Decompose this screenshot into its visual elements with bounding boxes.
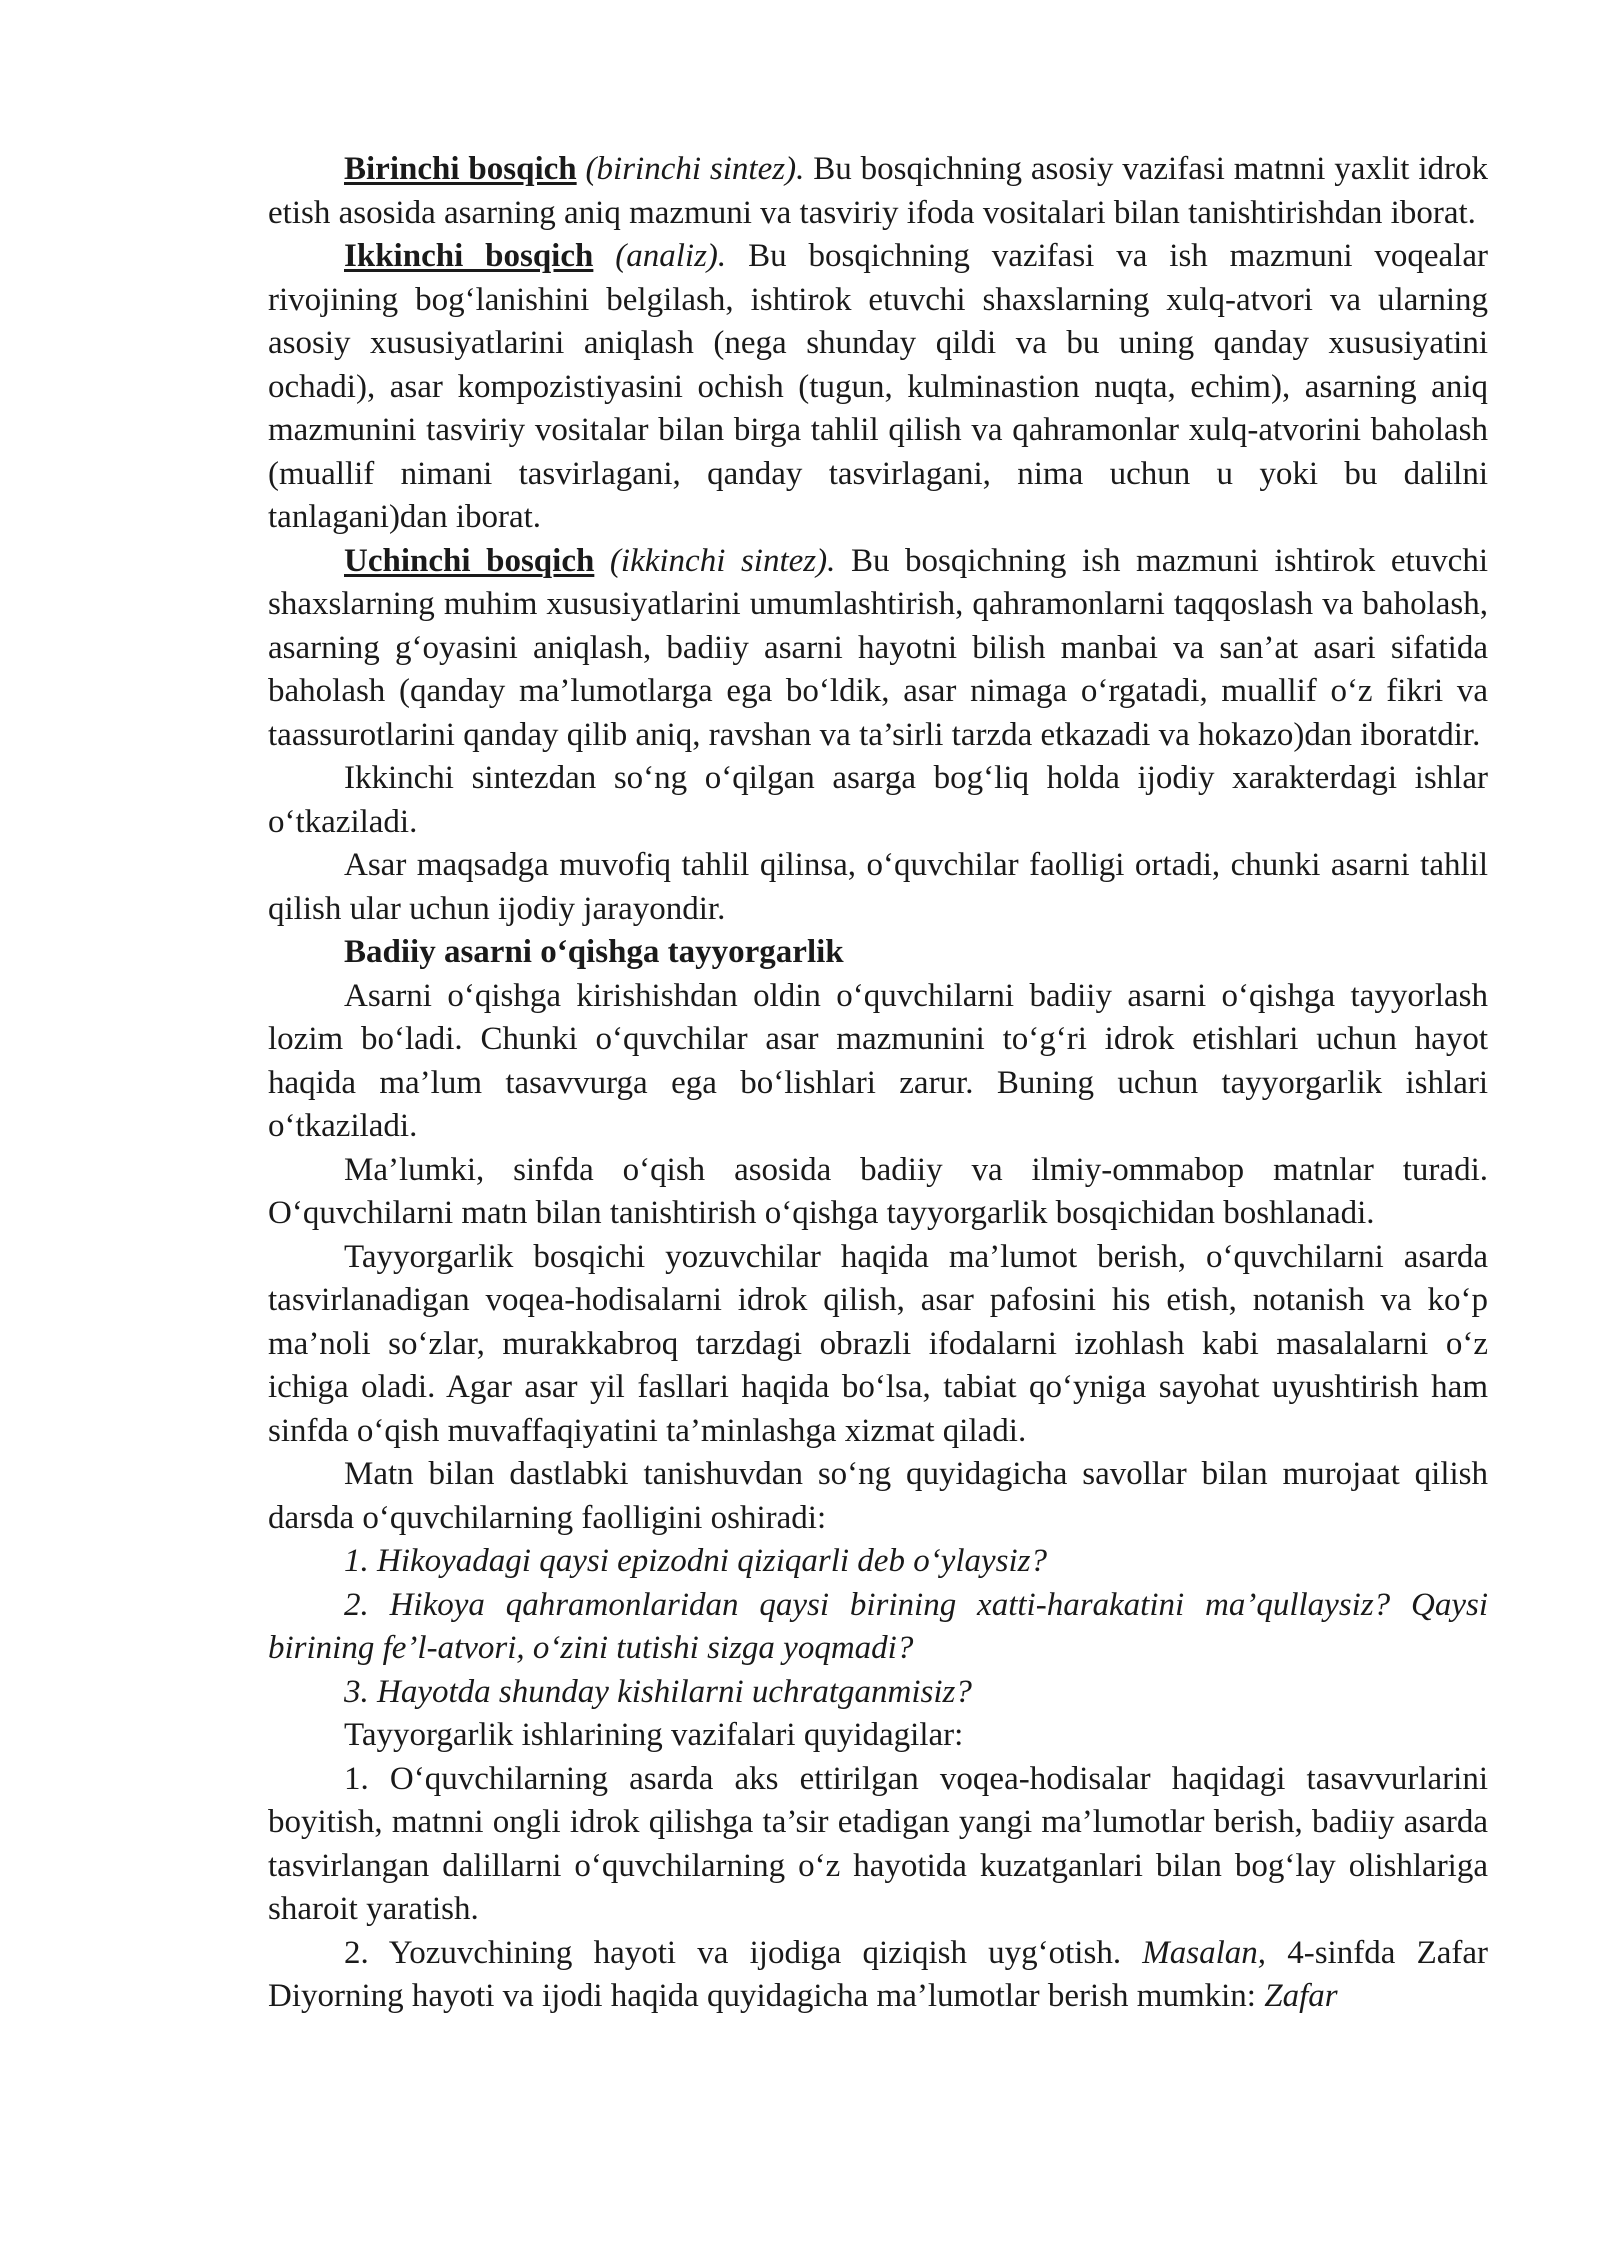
stage-1-text: Bu bosqichning asosiy vazifasi matnni yaxlit idrok etish asosida asarning aniq mazmuni va tasviriy ifoda vositalari bilan tanishtirishdan iborat.	[268, 151, 1489, 231]
stage-3-text: Bu bosqichning ish mazmuni ishtirok etuvchi shaxslarning muhim xususiyatlarini umumlashtirish, qahramonlarni taqqoslash va baholash, asarning g‘oyasini aniqlash, badiiy asarni hayotni bilish manbai va san’at asari sifatida baholash (qanday ma’lumotlarga ega bo‘ldik, asar nimaga o‘rgatadi, muallif o‘z fikri va taassurotlarini qanday qilib aniq, ravshan va ta’sirli tarzda etkazadi va hokazo)dan iboratdir.	[268, 542, 1488, 753]
question-2: 2. Hikoya qahramonlaridan qaysi birining xatti-harakatini ma’qullaysiz? Qaysi birining fe’l-atvori, o‘zini tutishi sizga yoqmadi?	[268, 1586, 1488, 1666]
question-1: 1. Hikoyadagi qaysi epizodni qiziqarli deb o‘ylaysiz?	[344, 1543, 1048, 1579]
document-page	[268, 148, 1488, 2019]
p12-italic-zafar: Zafar	[1264, 1978, 1338, 2014]
question-3: 3. Hayotda shunday kishilarni uchratganmisiz?	[344, 1673, 972, 1710]
paragraph-10: Tayyorgarlik ishlarining vazifalari quyidagilar:	[344, 1717, 964, 1753]
stage-1-heading: Birinchi bosqich	[344, 151, 577, 187]
stage-3-heading: Uchinchi bosqich	[344, 542, 595, 579]
paragraph-11: 1. O‘quvchilarning asarda aks ettirilgan voqea-hodisalar haqidagi tasavvurlarini boyitish, matnni ongli idrok qilishga ta’sir etadigan yangi ma’lumotlar berish, badiiy asarda tasvirlangan dalillarni o‘quvchilarning o‘z hayotida kuzatganlari bilan bog‘lay olishlariga sharoit yaratish.	[268, 1760, 1488, 1927]
stage-2-subtitle: (analiz).	[615, 238, 727, 274]
paragraph-stage-3	[268, 540, 1488, 758]
section-heading: Badiiy asarni o‘qishga tayyorgarlik	[344, 934, 844, 970]
paragraph-stage-1	[268, 148, 1488, 235]
stage-2-text: Bu bosqichning vazifasi va ish mazmuni voqealar rivojining bog‘lanishini belgilash, ishtirok etuvchi shaxslarning xulq-atvori va ularning asosiy xususiyatlarini aniqlash (nega shunday qildi va bu uning qanday xususiyatini ochadi), asar kompozistiyasini ochish (tugun, kulminastion nuqta, echim), asarning aniq mazmunini tasviriy vositalar bilan birga tahlil qilish va qahramonlar xulq-atvorini baholash (muallif nimani tasvirlagani, qanday tasvirlagani, nima uchun u yoki bu dalilni tanlagani)dan iborat.	[268, 238, 1488, 535]
paragraph-8: Tayyorgarlik bosqichi yozuvchilar haqida ma’lumot berish, o‘quvchilarni asarda tasvirlanadigan voqea-hodisalarni idrok qilish, asar pafosini his etish, notanish va ko‘p ma’noli so‘zlar, murakkabroq tarzdagi obrazli ifodalarni izohlash kabi masalalarni o‘z ichiga oladi. Agar asar yil fasllari haqida bo‘lsa, tabiat qo‘yniga sayohat uyushtirish ham sinfda o‘qish muvaffaqiyatini ta’minlashga xizmat qiladi.	[268, 1238, 1488, 1449]
paragraph-12	[268, 1932, 1488, 2019]
paragraph-6: Asarni o‘qishga kirishishdan oldin o‘quvchilarni badiiy asarni o‘qishga tayyorlash lozim bo‘ladi. Chunki o‘quvchilar asar mazmunini to‘g‘ri idrok etishlari uchun hayot haqida ma’lum tasavvurga ega bo‘lishlari zarur. Buning uchun tayyorgarlik ishlari o‘tkaziladi.	[268, 977, 1488, 1144]
paragraph-7: Ma’lumki, sinfda o‘qish asosida badiiy va ilmiy-ommabop matnlar turadi. O‘quvchilarni matn bilan tanishtirish o‘qishga tayyorgarlik bosqichidan boshlanadi.	[268, 1151, 1488, 1231]
paragraph-9: Matn bilan dastlabki tanishuvdan so‘ng quyidagicha savollar bilan murojaat qilish darsda o‘quvchilarning faolligini oshiradi:	[268, 1456, 1488, 1536]
paragraph-5: Asar maqsadga muvofiq tahlil qilinsa, o‘quvchilar faolligi ortadi, chunki asarni tahlil qilish ular uchun ijodiy jarayondir.	[268, 847, 1488, 927]
p12-text-c: 4-sinfda Zafar Diyorning hayoti va ijodi haqida quyidagicha ma’lumotlar berish mumkin:	[268, 1934, 1488, 2014]
stage-1-subtitle: (birinchi sintez).	[585, 151, 805, 187]
paragraph-stage-2	[268, 235, 1488, 540]
stage-3-subtitle: (ikkinchi sintez).	[609, 542, 836, 579]
stage-2-heading: Ikkinchi bosqich	[344, 238, 594, 274]
p12-text-a: 2. Yozuvchining hayoti va ijodiga qiziqish uyg‘otish.	[344, 1934, 1143, 1971]
paragraph-4: Ikkinchi sintezdan so‘ng o‘qilgan asarga bog‘liq holda ijodiy xarakterdagi ishlar o‘tkaziladi.	[268, 760, 1488, 840]
p12-italic-masalan: Masalan,	[1142, 1934, 1267, 1971]
